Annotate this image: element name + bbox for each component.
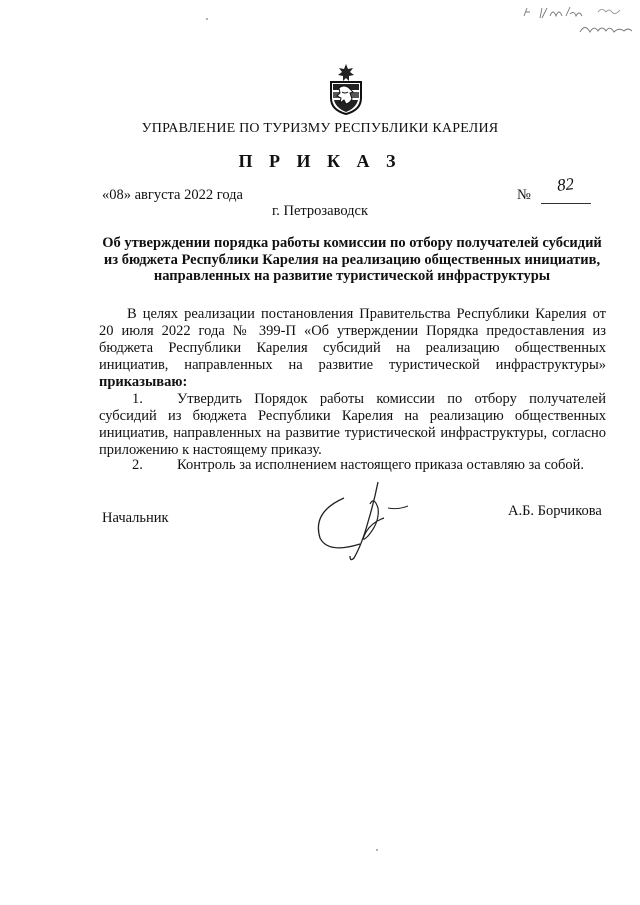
karelia-coat-of-arms-icon [328, 62, 364, 116]
scan-speck [376, 849, 378, 851]
order-item [99, 391, 606, 459]
organization-name: УПРАВЛЕНИЕ ПО ТУРИЗМУ РЕСПУБЛИКИ КАРЕЛИЯ [141, 121, 499, 136]
handwritten-signature [300, 474, 420, 564]
preamble-text: В целях реализации постановления Правительства Республики Карелия от 20 июля 2022 года № 399-П «Об утверждении Порядка предоставления из бюджета Республики Карелия субсидий на реализацию общественных инициатив, направленных на развитие туристической инфраструктуры» [99, 306, 606, 373]
order-item-text: Утвердить Порядок работы комиссии по отбору получателей субсидий из бюджета Республики Карелия на реализацию общественных инициатив, направленных на развитие туристической инфраструктуры, согласно приложению к настоящему приказу. [99, 391, 606, 458]
signer-name: А.Б. Борчикова [508, 503, 602, 519]
scan-speck [206, 18, 208, 20]
order-item-number: 1. [132, 391, 143, 407]
handwritten-note [518, 2, 638, 40]
document-number-label: № [517, 187, 531, 203]
document-type-title: П Р И К А З [238, 151, 402, 171]
document-date: «08» августа 2022 года [102, 187, 243, 203]
order-item [99, 457, 606, 474]
document-city: г. Петрозаводск [271, 203, 369, 219]
order-item-number: 2. [132, 457, 143, 473]
document-subject: Об утверждении порядка работы комиссии по отбору получателей субсидий из бюджета Республики Карелия на реализацию общественных инициатив, направленных на развитие туристической инфраструктуры [102, 235, 602, 284]
preamble-paragraph [99, 306, 606, 391]
order-word: приказываю: [99, 374, 188, 390]
signer-title: Начальник [102, 510, 169, 526]
order-item-text: Контроль за исполнением настоящего приказа оставляю за собой. [177, 457, 585, 473]
document-number: 82 [556, 174, 575, 195]
